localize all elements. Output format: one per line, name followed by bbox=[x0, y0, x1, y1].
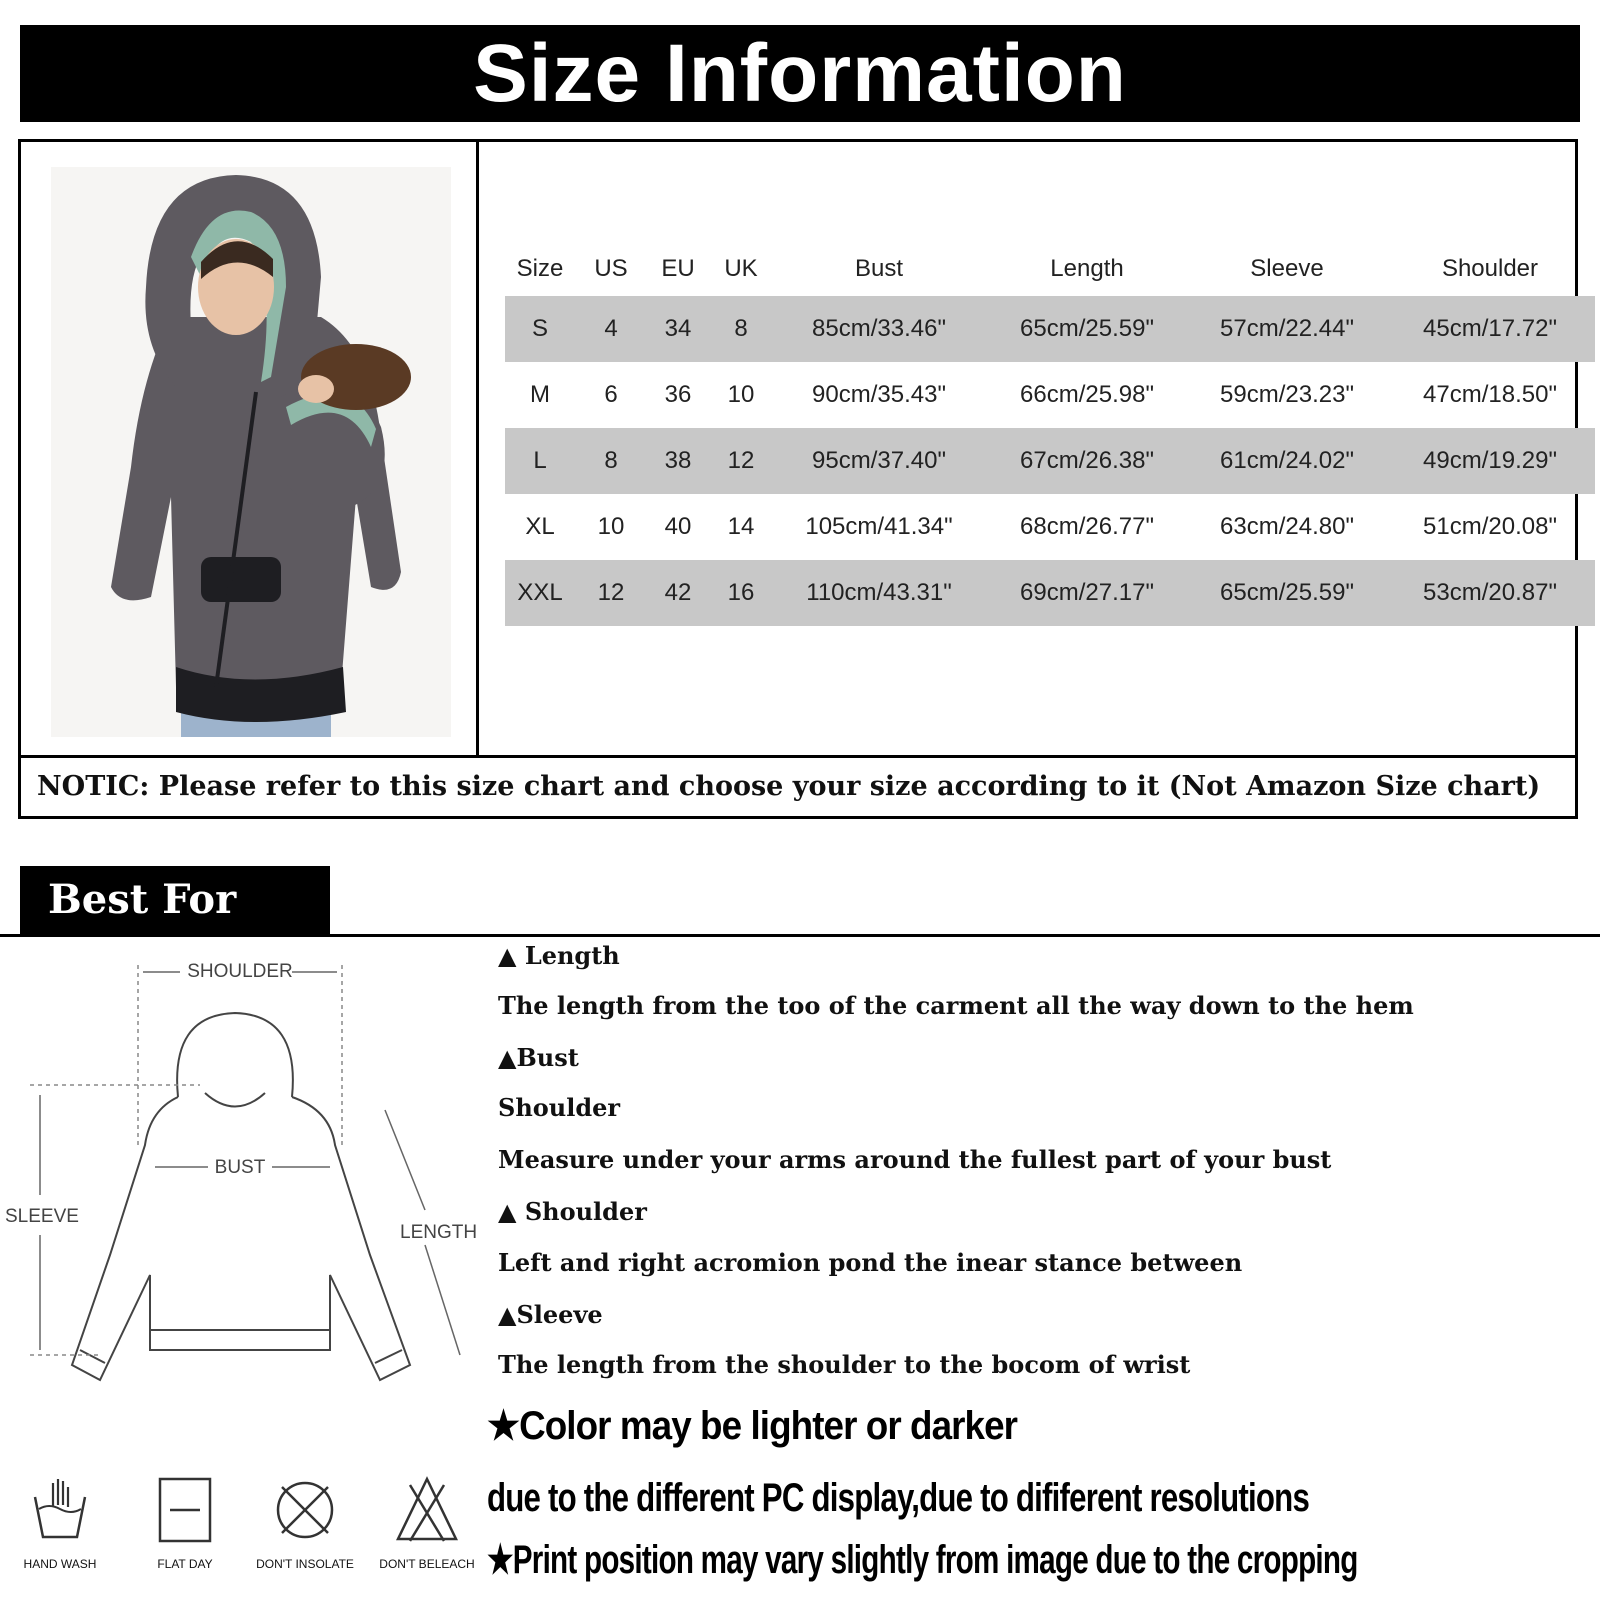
table-header-row bbox=[505, 242, 1595, 296]
table-row bbox=[505, 428, 1595, 494]
size-table bbox=[505, 242, 1595, 626]
header-length: Length bbox=[1050, 255, 1124, 282]
cell-size: S bbox=[505, 296, 575, 362]
cell-bust: 85cm/33.46" bbox=[773, 296, 985, 362]
cell-length: 68cm/26.77" bbox=[1020, 513, 1154, 540]
header-shoulder: Shoulder bbox=[1441, 255, 1539, 282]
size-chart-box bbox=[18, 139, 1578, 819]
measure-text-length: The length from the too of the carment all the way down to the hem bbox=[498, 991, 1414, 1020]
measure-text-shoulder: Left and right acromion pond the inear stance between bbox=[498, 1248, 1243, 1277]
cell-us: 10 bbox=[597, 513, 625, 540]
cell-shoulder: 47cm/18.50" bbox=[1423, 381, 1557, 408]
cell-eu: 42 bbox=[647, 560, 709, 626]
measure-heading-sleeve: ▲Sleeve bbox=[498, 1300, 603, 1329]
cell-uk: 12 bbox=[709, 428, 773, 494]
table-row bbox=[505, 296, 1595, 362]
header-size: Size bbox=[516, 255, 564, 282]
hand-wash-icon bbox=[25, 1475, 95, 1545]
header-bust: Bust bbox=[854, 255, 904, 282]
cell-eu: 38 bbox=[647, 428, 709, 494]
cell-sleeve: 57cm/22.44" bbox=[1189, 296, 1385, 362]
cell-bust: 95cm/37.40" bbox=[773, 428, 985, 494]
note-color: ★Color may be lighter or darker bbox=[487, 1404, 1018, 1448]
care-label: DON'T INSOLATE bbox=[256, 1557, 354, 1571]
cell-length: 66cm/25.98" bbox=[1020, 381, 1154, 408]
table-row bbox=[505, 560, 1595, 626]
cell-sleeve: 61cm/24.02" bbox=[1189, 428, 1385, 494]
measure-heading-length: ▲ Length bbox=[498, 941, 620, 970]
cell-length: 67cm/26.38" bbox=[985, 428, 1189, 494]
cell-shoulder: 53cm/20.87" bbox=[1385, 560, 1595, 626]
table-row bbox=[505, 494, 1595, 560]
page-title: Size Information bbox=[20, 25, 1580, 122]
cell-eu: 40 bbox=[664, 513, 692, 540]
cell-size: M bbox=[530, 381, 550, 408]
cell-eu: 36 bbox=[664, 381, 692, 408]
size-notice: NOTIC: Please refer to this size chart and choose your size according to it (Not Amazon Size chart) bbox=[21, 755, 1575, 816]
cell-bust: 105cm/41.34" bbox=[805, 513, 953, 540]
diagram-label-bust: BUST bbox=[214, 1157, 266, 1178]
cell-bust: 90cm/35.43" bbox=[812, 381, 946, 408]
header-sleeve: Sleeve bbox=[1250, 255, 1324, 282]
measure-heading-bust: ▲Bust bbox=[498, 1043, 579, 1072]
flat-dry-icon bbox=[150, 1475, 220, 1545]
measure-text-bust: Measure under your arms around the fullest part of your bust bbox=[498, 1145, 1332, 1174]
note-print-position: ★Print position may vary slightly from image due to the cropping bbox=[487, 1538, 1358, 1582]
diagram-label-shoulder: SHOULDER bbox=[187, 961, 293, 982]
cell-length: 65cm/25.59" bbox=[985, 296, 1189, 362]
no-bleach-icon bbox=[392, 1475, 462, 1545]
cell-size: L bbox=[505, 428, 575, 494]
care-item-no-insolate bbox=[250, 1475, 360, 1571]
care-label: HAND WASH bbox=[23, 1557, 97, 1571]
cell-uk: 10 bbox=[727, 381, 755, 408]
measure-heading-shoulder: ▲ Shoulder bbox=[498, 1197, 647, 1226]
care-item-flat-dry bbox=[130, 1475, 240, 1571]
no-insolate-icon bbox=[270, 1475, 340, 1545]
diagram-label-sleeve: SLEEVE bbox=[5, 1206, 79, 1227]
header-eu: EU bbox=[661, 255, 695, 282]
section-divider bbox=[0, 934, 1600, 937]
product-photo-cell bbox=[21, 142, 479, 755]
cell-sleeve: 59cm/23.23" bbox=[1220, 381, 1354, 408]
measure-text-sleeve: The length from the shoulder to the bocom of wrist bbox=[498, 1350, 1191, 1379]
table-row bbox=[505, 362, 1595, 428]
cell-sleeve: 63cm/24.80" bbox=[1220, 513, 1354, 540]
cell-shoulder: 51cm/20.08" bbox=[1423, 513, 1557, 540]
best-for-you-title: Best For You bbox=[20, 866, 330, 934]
measurement-diagram bbox=[0, 945, 480, 1425]
cell-shoulder: 49cm/19.29" bbox=[1385, 428, 1595, 494]
cell-us: 8 bbox=[575, 428, 647, 494]
header-uk: UK bbox=[724, 255, 758, 282]
cell-uk: 14 bbox=[727, 513, 755, 540]
cell-uk: 16 bbox=[709, 560, 773, 626]
care-item-no-bleach bbox=[372, 1475, 482, 1571]
cell-length: 69cm/27.17" bbox=[985, 560, 1189, 626]
cell-size: XL bbox=[525, 513, 555, 540]
care-label: FLAT DAY bbox=[157, 1557, 213, 1571]
cell-sleeve: 65cm/25.59" bbox=[1189, 560, 1385, 626]
product-photo bbox=[51, 167, 451, 737]
care-item-hand-wash bbox=[5, 1475, 115, 1571]
note-display: due to the different PC display,due to dififerent resolutions bbox=[487, 1476, 1310, 1520]
diagram-label-length: LENGTH bbox=[400, 1222, 478, 1243]
measure-subheading-shoulder: Shoulder bbox=[498, 1093, 621, 1122]
cell-size: XXL bbox=[505, 560, 575, 626]
cell-us: 12 bbox=[575, 560, 647, 626]
cell-eu: 34 bbox=[647, 296, 709, 362]
cell-bust: 110cm/43.31" bbox=[773, 560, 985, 626]
cell-us: 4 bbox=[575, 296, 647, 362]
care-label: DON'T BELEACH bbox=[379, 1557, 475, 1571]
cell-uk: 8 bbox=[709, 296, 773, 362]
size-table-cell bbox=[479, 142, 1575, 755]
cell-us: 6 bbox=[604, 381, 618, 408]
cell-shoulder: 45cm/17.72" bbox=[1385, 296, 1595, 362]
header-us: US bbox=[594, 255, 628, 282]
